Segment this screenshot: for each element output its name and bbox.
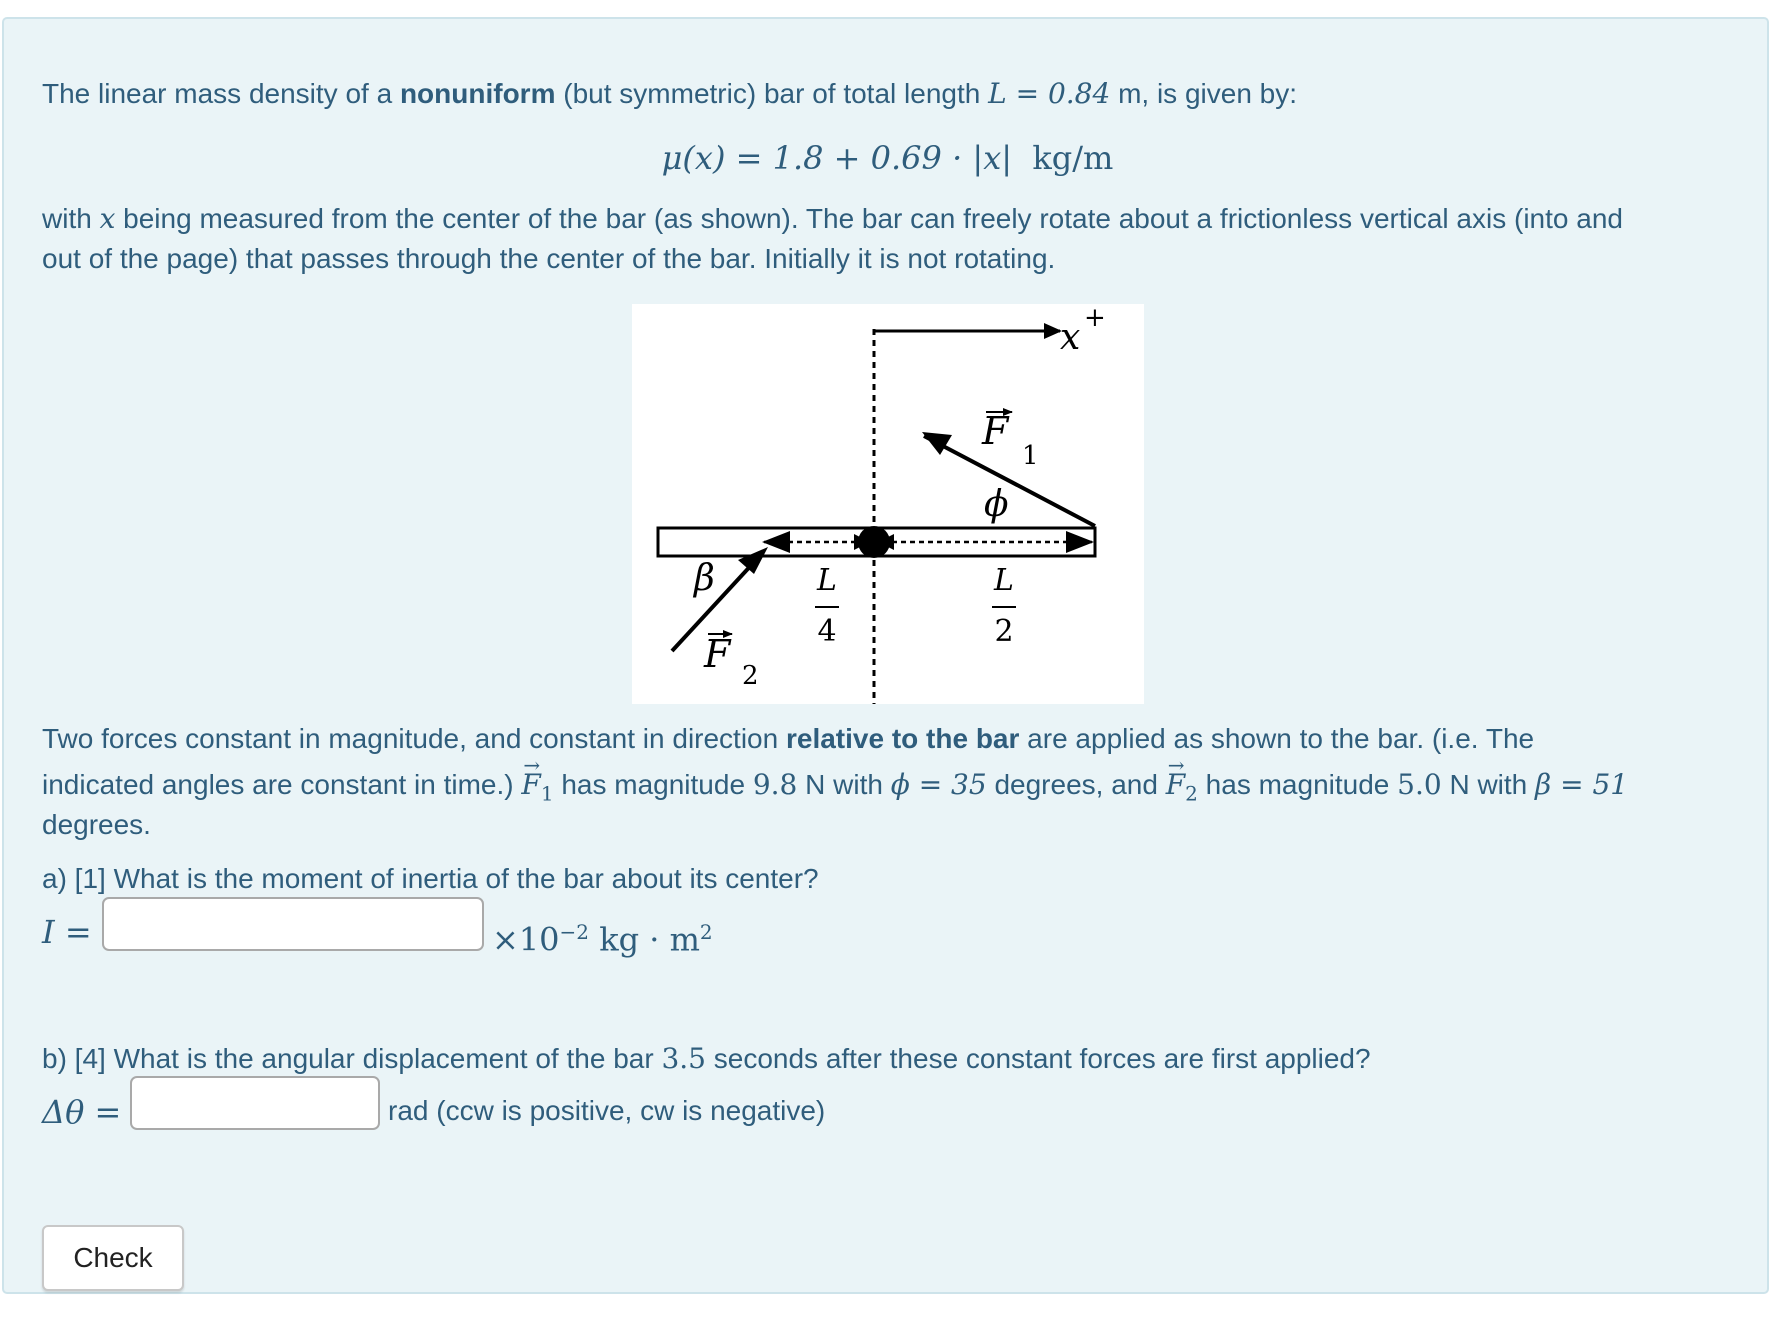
force-2-symbol: → F <box>1166 765 1185 805</box>
half-length-denominator: 2 <box>994 614 1014 649</box>
force-2-magnitude: 5.0 <box>1397 768 1442 801</box>
density-formula <box>4 136 1771 180</box>
part-a-variable: I = <box>42 913 92 951</box>
forces-text-b: are applied as shown to the bar. (i.e. The <box>1019 723 1535 754</box>
force-2-symbol-subscript: 2 <box>1185 781 1198 806</box>
part-a-unit-exponent: −2 <box>559 920 590 944</box>
forces-line-2 <box>42 765 1628 814</box>
part-b-unit: rad (ccw is positive, cw is negative) <box>388 1095 826 1126</box>
quarter-length-numerator: L <box>817 563 837 598</box>
intro-text-c: m, is given by: <box>1110 78 1298 109</box>
intro-bold: nonuniform <box>399 78 556 109</box>
x-axis-plus: + <box>1084 304 1106 333</box>
forces-text-g: has magnitude <box>1197 769 1398 800</box>
force-2-subscript: 2 <box>742 661 759 691</box>
force-1-label: F <box>982 409 1009 453</box>
force-1-magnitude: 9.8 <box>752 768 798 801</box>
pivot-dot <box>858 526 890 558</box>
forces-text-f: degrees, and <box>986 769 1166 800</box>
force-2-label: F <box>704 632 731 676</box>
part-a-unit-base: ×10 <box>492 920 560 959</box>
forces-text-d: has magnitude <box>553 769 753 800</box>
part-a-question: a) [1] What is the moment of inertia of the bar about its center? <box>42 863 819 894</box>
part-b-text-a: b) [4] What is the angular displacement of the bar <box>42 1043 662 1074</box>
desc-text-a: with <box>42 203 100 234</box>
angular-displacement-input[interactable] <box>130 1076 380 1130</box>
forces-text-c: indicated angles are constant in time.) <box>42 769 522 800</box>
intro-text-b: (but symmetric) bar of total length <box>555 78 989 109</box>
force-1-symbol: → F <box>521 765 540 805</box>
beta-value: β = 51 <box>1535 768 1629 801</box>
density-unit: kg/m <box>1032 139 1114 177</box>
half-length-numerator: L <box>994 563 1014 598</box>
length-value: L = 0.84 <box>988 77 1111 110</box>
desc-text-b: being measured from the center of the bar (as shown). The bar can freely rotate about a frictionless vertical axis (into and <box>115 203 1623 234</box>
force-1-arrowhead <box>922 432 952 455</box>
description-line-1 <box>42 199 1623 239</box>
forces-text-a: Two forces constant in magnitude, and constant in direction <box>42 723 786 754</box>
bar-diagram <box>632 304 1144 704</box>
part-a-unit <box>492 912 713 960</box>
moment-of-inertia-input[interactable] <box>102 897 484 951</box>
question-panel <box>2 17 1769 1294</box>
part-a-unit-squared: 2 <box>699 920 713 944</box>
bar-diagram-svg <box>632 304 1144 704</box>
phi-angle-label: ϕ <box>984 484 1009 525</box>
phi-value: ϕ = 35 <box>890 768 987 801</box>
description-line-2: out of the page) that passes through the center of the bar. Initially it is not rotating. <box>42 243 1056 274</box>
check-button[interactable]: Check <box>42 1225 184 1291</box>
force-1-symbol-subscript: 1 <box>540 781 554 806</box>
part-a-unit-text: kg · m <box>589 920 700 959</box>
forces-text-h: N with <box>1441 769 1536 800</box>
intro-text <box>42 74 1297 114</box>
forces-text-e: N with <box>797 769 891 800</box>
x-variable: x <box>99 202 116 235</box>
part-b-text-b: seconds after these constant forces are first applied? <box>705 1043 1371 1074</box>
forces-bold: relative to the bar <box>785 723 1020 754</box>
part-b-variable: Δθ = <box>42 1093 122 1131</box>
density-expression: μ(x) = 1.8 + 0.69 · |x| <box>661 139 1013 177</box>
forces-line-1 <box>42 719 1534 759</box>
force-1-line <box>924 436 1095 526</box>
x-axis-label: x <box>1060 317 1081 358</box>
beta-angle-label: β <box>694 558 715 599</box>
force-1-subscript: 1 <box>1022 441 1039 471</box>
part-b-question <box>42 1039 1371 1079</box>
part-b-time: 3.5 <box>661 1042 706 1075</box>
intro-text-a: The linear mass density of a <box>42 78 400 109</box>
forces-line-3: degrees. <box>42 809 151 840</box>
quarter-length-denominator: 4 <box>817 614 837 649</box>
